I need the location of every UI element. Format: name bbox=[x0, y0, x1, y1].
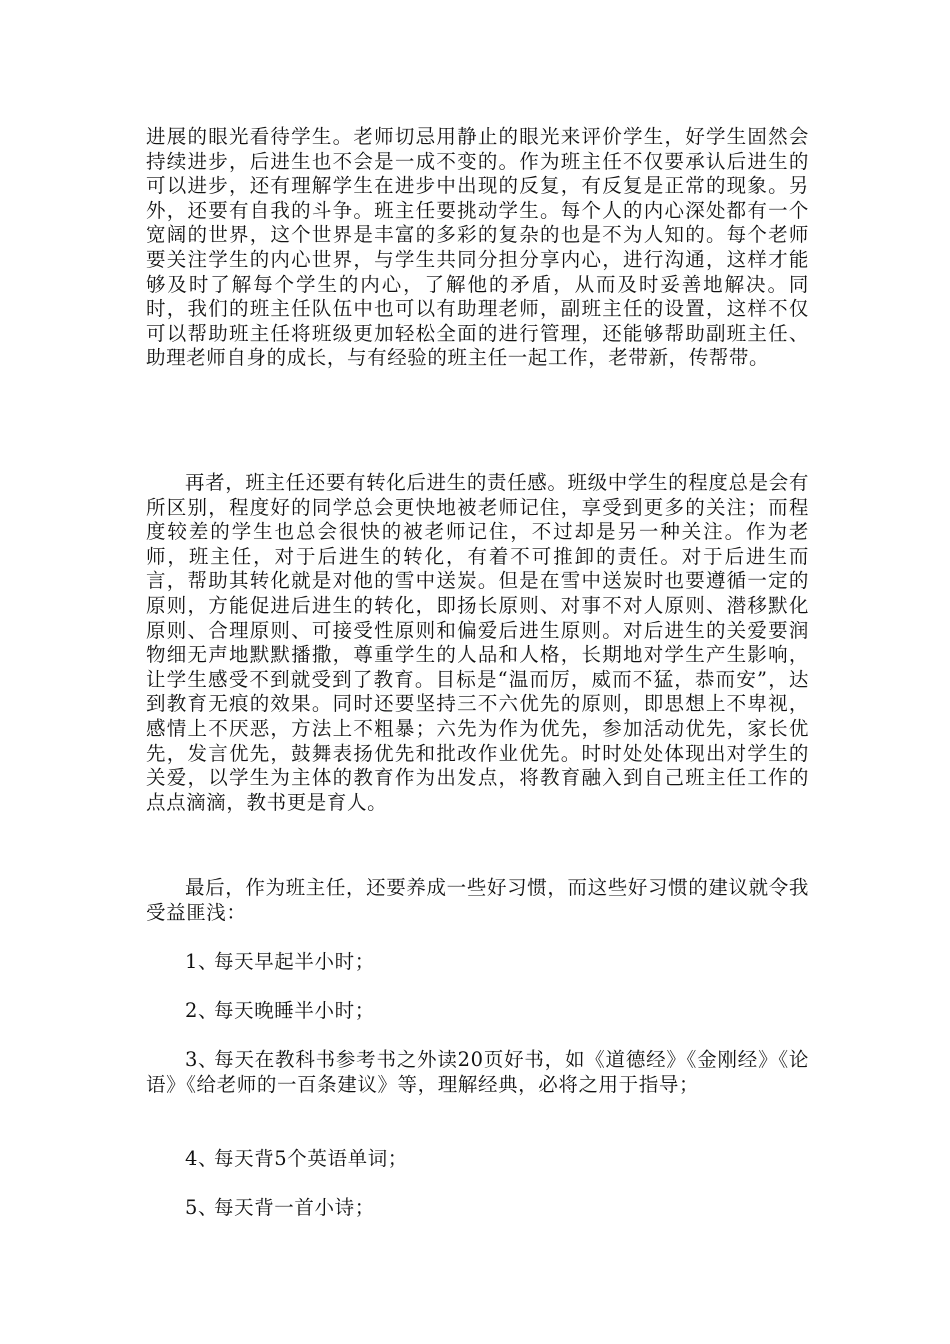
paragraph-1: 进展的眼光看待学生。老师切忌用静止的眼光来评价学生，好学生固然会持续进步，后进生也不会是一成不变的。作为班主任不仅要承认后进生的可以进步，还有理解学生在进步中出现的反复，有反复是正常的现象。另外，还要有自我的斗争。班主任要挑动学生。每个人的内心深处都有一个宽阔的世界，这个世界是丰富的多彩的复杂的也是不为人知的。每个老师要关注学生的内心世界，与学生共同分担分享内心，进行沟通，这样才能够及时了解每个学生的内心，了解他的矛盾，从而及时妥善地解决。同时，我们的班主任队伍中也可以有助理老师，副班主任的设置，这样不仅可以帮助班主任将班级更加轻松全面的进行管理，还能够帮助副班主任、助理老师自身的成长，与有经验的班主任一起工作，老带新，传帮带。 bbox=[146, 125, 809, 370]
list-item-text: 每天在教科书参考书之外读20页好书，如《道德经》《金刚经》《论语》《给老师的一百条建议》等，理解经典，必将之用于指导； bbox=[146, 1048, 809, 1096]
list-item-text: 每天背一首小诗； bbox=[214, 1196, 375, 1219]
list-item-5 bbox=[146, 1196, 809, 1221]
paragraph-2: 再者，班主任还要有转化后进生的责任感。班级中学生的程度总是会有所区别，程度好的同学总会更快地被老师记住，享受到更多的关注；而程度较差的学生也总会很快的被老师记住，不过却是另一种关注。作为老师，班主任，对于后进生的转化，有着不可推卸的责任。对于后进生而言，帮助其转化就是对他的雪中送炭。但是在雪中送炭时也要遵循一定的原则，方能促进后进生的转化，即扬长原则、对事不对人原则、潜移默化原则、合理原则、可接受性原则和偏爱后进生原则。对后进生的关爱要润物细无声地默默播撒，尊重学生的人品和人格，长期地对学生产生影响，让学生感受不到就受到了教育。目标是“温而厉，威而不猛，恭而安”，达到教育无痕的效果。同时还要坚持三不六优先的原则，即思想上不卑视，感情上不厌恶，方法上不粗暴；六先为作为优先，参加活动优先，家长优先，发言优先，鼓舞表扬优先和批改作业优先。时时处处体现出对学生的关爱，以学生为主体的教育作为出发点，将教育融入到自己班主任工作的点点滴滴，教书更是育人。 bbox=[146, 471, 809, 814]
list-item-number: 4、 bbox=[185, 1147, 219, 1170]
paragraph-3: 最后，作为班主任，还要养成一些好习惯，而这些好习惯的建议就令我受益匪浅： bbox=[146, 876, 809, 924]
list-item-4 bbox=[146, 1147, 809, 1172]
list-item-2 bbox=[146, 999, 809, 1024]
list-item-text: 每天晚睡半小时； bbox=[214, 999, 375, 1022]
list-item-number: 3、 bbox=[185, 1048, 219, 1071]
list-item-number: 2、 bbox=[185, 999, 219, 1022]
list-item-number: 5、 bbox=[185, 1196, 219, 1219]
list-item-text: 每天背5个英语单词； bbox=[214, 1147, 408, 1170]
list-item-1 bbox=[146, 950, 809, 975]
list-item-text: 每天早起半小时； bbox=[214, 950, 375, 973]
list-item-3 bbox=[146, 1048, 809, 1097]
list-item-number: 1、 bbox=[185, 950, 219, 973]
